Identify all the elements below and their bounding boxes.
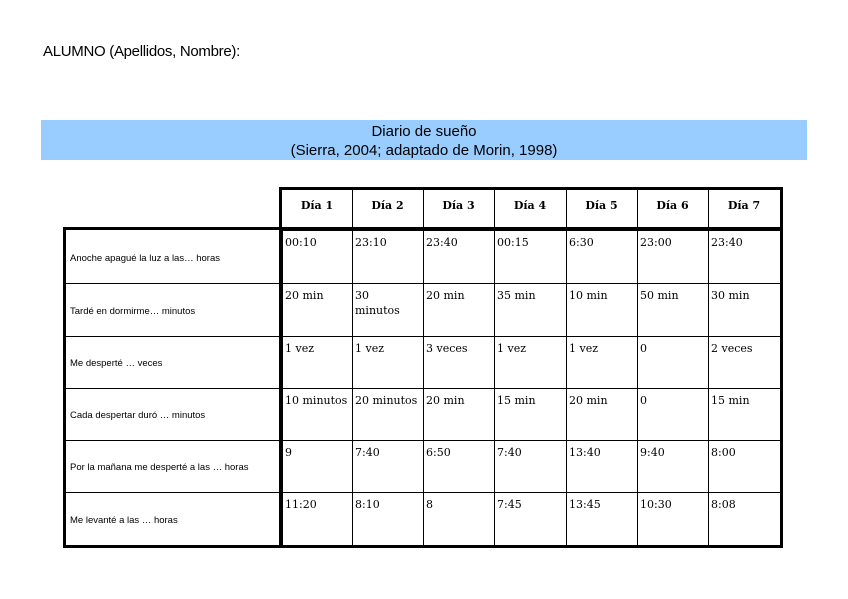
row-divider [66,336,280,337]
table-cell: 1 vez [569,342,599,355]
table-cell: 8:08 [711,498,736,511]
table-cell: 10:30 [640,498,672,511]
day-header: Día 7 [727,199,761,212]
table-cell: 00:15 [497,236,529,249]
table-cell: 23:00 [640,236,672,249]
table-cell: 7:45 [497,498,522,511]
row-divider [66,388,280,389]
table-cell: 20 min [285,289,324,302]
table-cell: 10 min [569,289,608,302]
table-cell: 3 veces [426,342,468,355]
table-cell: 9:40 [640,446,665,459]
table-cell: 8 [426,498,433,511]
table-cell: 6:50 [426,446,451,459]
table-cell: 13:45 [569,498,601,511]
row-label: Tardé en dormirme… minutos [70,306,196,317]
table-cell: 30 minutos [355,289,400,317]
table-cell: 35 min [497,289,536,302]
table-cell: 13:40 [569,446,601,459]
row-label: Me desperté … veces [70,358,163,369]
day-header: Día 5 [585,199,618,212]
row-label: Me levanté a las … horas [70,515,178,526]
row-label: Por la mañana me desperté a las … horas [70,462,249,473]
row-divider [282,283,780,284]
table-cell: 50 min [640,289,679,302]
table-cell: 23:10 [355,236,387,249]
table-cell: 20 min [569,394,608,407]
row-divider [282,336,780,337]
row-divider [66,440,280,441]
table-cell: 30 min [711,289,750,302]
table-cell: 7:40 [355,446,380,459]
diary-banner [41,120,807,160]
table-cell: 1 vez [497,342,527,355]
table-cell: 6:30 [569,236,594,249]
row-divider [66,283,280,284]
row-divider [66,492,280,493]
table-cell: 0 [640,394,647,407]
diary-subtitle: (Sierra, 2004; adaptado de Morin, 1998) [290,142,558,159]
table-cell: 8:10 [355,498,380,511]
table-cell: 10 minutos [285,394,348,407]
table-cell: 2 veces [711,342,753,355]
row-label: Anoche apagué la luz a las… horas [70,253,220,264]
table-cell: 23:40 [426,236,458,249]
day-header: Día 3 [442,199,475,212]
table-cell: 20 min [426,394,465,407]
day-header: Día 2 [371,199,404,212]
table-cell: 7:40 [497,446,522,459]
day-header: Día 6 [656,199,689,212]
table-cell: 00:10 [285,236,317,249]
day-header: Día 1 [300,199,334,212]
table-cell: 1 vez [355,342,385,355]
table-cell: 9 [285,446,292,459]
day-header: Día 4 [513,199,547,212]
row-label: Cada despertar duró … minutos [70,410,206,421]
table-cell: 11:20 [285,498,317,511]
student-name-label: ALUMNO (Apellidos, Nombre): [43,43,240,60]
diary-title: Diario de sueño [371,123,477,140]
table-cell: 0 [640,342,647,355]
row-divider [282,440,780,441]
row-divider [282,388,780,389]
row-divider [282,492,780,493]
table-cell: 15 min [497,394,536,407]
table-cell: 1 vez [285,342,315,355]
table-cell: 20 minutos [355,394,418,407]
table-cell: 23:40 [711,236,743,249]
table-cell: 20 min [426,289,465,302]
table-cell: 8:00 [711,446,736,459]
table-cell: 15 min [711,394,750,407]
